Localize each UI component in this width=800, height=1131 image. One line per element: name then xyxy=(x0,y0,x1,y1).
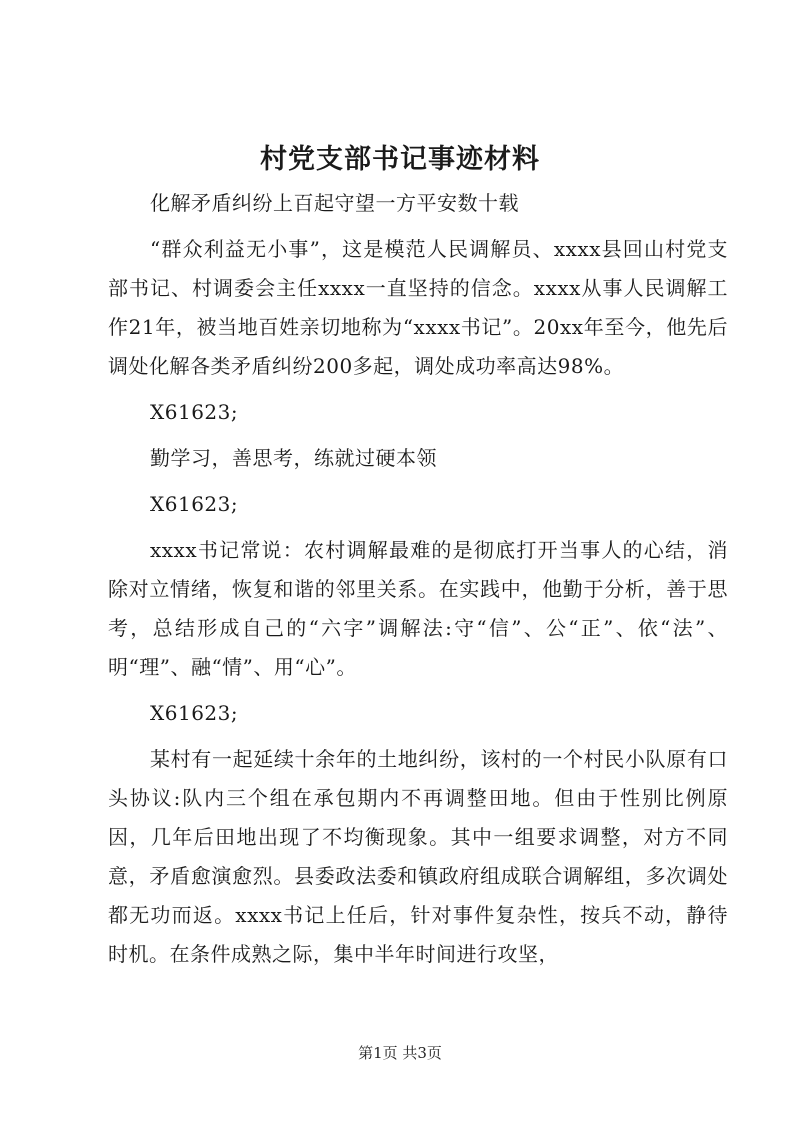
paragraph: 某村有一起延续十余年的土地纠纷，该村的一个村民小队原有口头协议:队内三个组在承包期内不再调整田地。但由于性别比例原因，几年后田地出现了不均衡现象。其中一组要求调整，对方不同意，矛盾愈演愈烈。县委政法委和镇政府组成联合调解组，多次调处都无功而返。xxxx书记上任后，针对事件复杂性，按兵不动，静待时机。在条件成熟之际，集中半年时间进行攻坚， xyxy=(108,747,728,966)
page-number-footer: 第1页 共3页 xyxy=(358,1044,442,1062)
paragraph-code: X61623; xyxy=(150,701,239,725)
paragraph: xxxx书记常说：农村调解最难的是彻底打开当事人的心结，消除对立情绪，恢复和谐的邻里关系。在实践中，他勤于分析，善于思考，总结形成自己的“六字”调解法:守“信”、公“正”、依“法”、明“理”、融“情”、用“心”。 xyxy=(108,538,728,679)
paragraph-subtitle: 化解矛盾纠纷上百起守望一方平安数十载 xyxy=(150,191,519,215)
document-title: 村党支部书记事迹材料 xyxy=(260,144,540,175)
paragraph-heading: 勤学习，善思考，练就过硬本领 xyxy=(150,446,437,470)
paragraph-code: X61623; xyxy=(150,400,239,424)
paragraph-code: X61623; xyxy=(150,492,239,516)
document-body xyxy=(108,184,728,981)
paragraph: “群众利益无小事”，这是模范人民调解员、xxxx县回山村党支部书记、村调委会主任xxxx一直坚持的信念。xxxx从事人民调解工作21年，被当地百姓亲切地称为“xxxx书记”。20xx年至今，他先后调处化解各类矛盾纠纷200多起，调处成功率高达98%。 xyxy=(108,237,728,378)
